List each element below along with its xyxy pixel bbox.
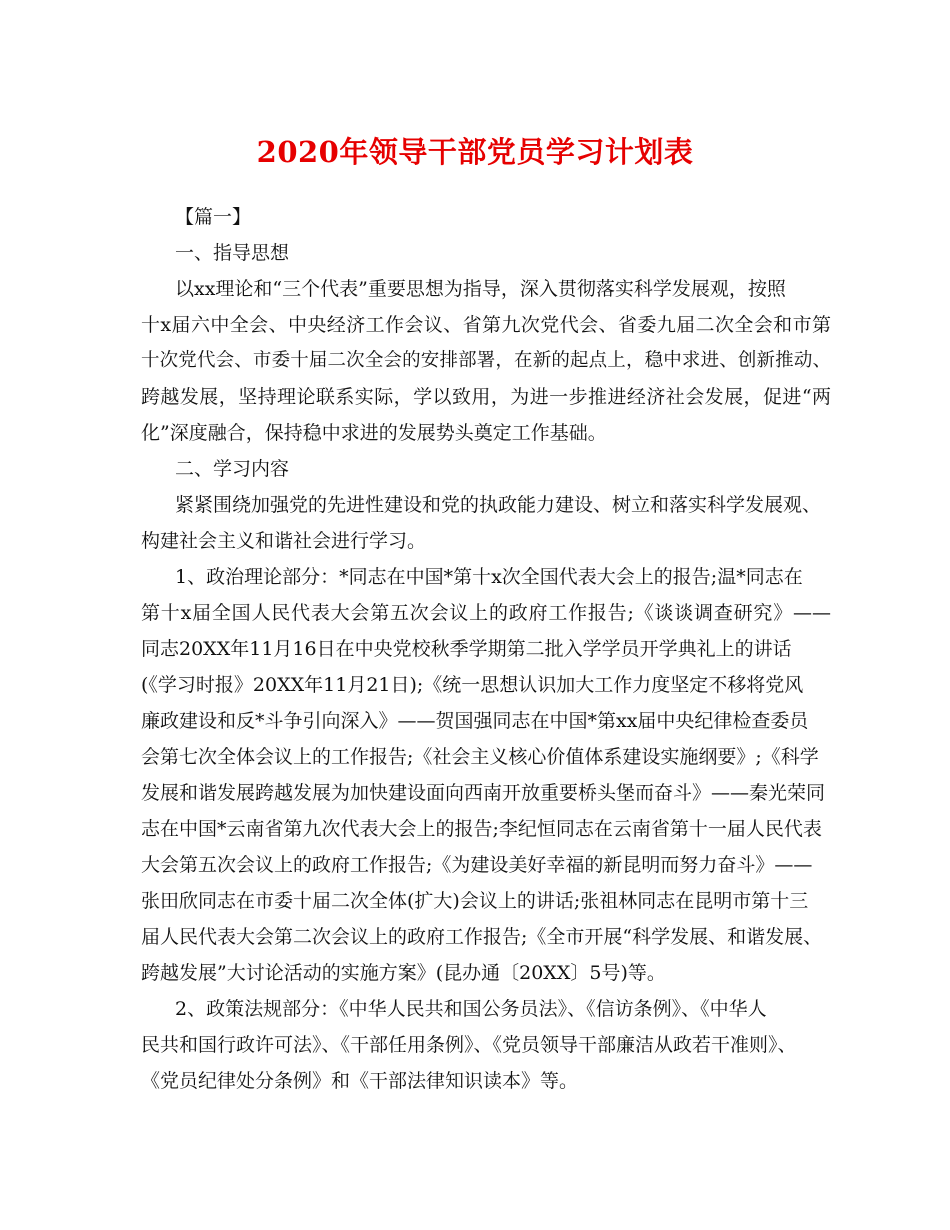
paragraph-line: 同志20XX年11月16日在中央党校秋季学期第二批入学学员开学典礼上的讲话 — [141, 638, 792, 660]
paragraph-line: 跨越发展，坚持理论联系实际，学以致用，为进一步推进经济社会发展，促进“两 — [141, 386, 831, 408]
paragraph-line: 跨越发展”大讨论活动的实施方案》(昆办通〔20XX〕5号)等。 — [141, 962, 666, 984]
section-marker: 【篇一】 — [175, 206, 252, 228]
paragraph-line: 构建社会主义和谐社会进行学习。 — [141, 530, 427, 552]
paragraph-line: 张田欣同志在市委十届二次全体(扩大)会议上的讲话;张祖林同志在昆明市第十三 — [141, 890, 809, 912]
paragraph-line: (《学习时报》20XX年11月21日);《统一思想认识加大工作力度坚定不移将党风 — [141, 674, 804, 696]
paragraph-line: 会第七次全体会议上的工作报告;《社会主义核心价值体系建设实施纲要》;《科学 — [141, 746, 819, 768]
document-body — [141, 199, 831, 1099]
paragraph-line: 1、政治理论部分：*同志在中国*第十x次全国代表大会上的报告;温*同志在 — [175, 566, 803, 588]
paragraph-line: 第十x届全国人民代表大会第五次会议上的政府工作报告;《谈谈调查研究》—— — [141, 602, 831, 624]
paragraph-line: 发展和谐发展跨越发展为加快建设面向西南开放重要桥头堡而奋斗》——秦光荣同 — [141, 782, 826, 804]
document-title: 2020年领导干部党员学习计划表 — [256, 135, 694, 169]
heading-study-content: 二、学习内容 — [175, 458, 290, 480]
paragraph-line: 民共和国行政许可法》、《干部任用条例》、《党员领导干部廉洁从政若干准则》、 — [141, 1034, 797, 1056]
heading-guiding-ideology: 一、指导思想 — [175, 242, 290, 264]
paragraph-line: 十次党代会、市委十届二次全会的安排部署，在新的起点上，稳中求进、创新推动、 — [141, 350, 831, 371]
paragraph-line: 2、政策法规部分：《中华人民共和国公务员法》、《信访条例》、《中华人 — [175, 998, 767, 1020]
paragraph-line: 廉政建设和反*斗争引向深入》——贺国强同志在中国*第xx届中央纪律检查委员 — [141, 710, 809, 732]
paragraph-line: 十x届六中全会、中央经济工作会议、省第九次党代会、省委九届二次全会和市第 — [141, 314, 831, 336]
paragraph-line: 以xx理论和“三个代表”重要思想为指导，深入贯彻落实科学发展观，按照 — [175, 278, 786, 300]
paragraph-line: 紧紧围绕加强党的先进性建设和党的执政能力建设、树立和落实科学发展观、 — [175, 494, 822, 516]
paragraph-line: 化”深度融合，保持稳中求进的发展势头奠定工作基础。 — [141, 422, 607, 444]
paragraph-line: 志在中国*云南省第九次代表大会上的报告;李纪恒同志在云南省第十一届人民代表 — [141, 818, 822, 840]
paragraph-line: 届人民代表大会第二次会议上的政府工作报告;《全市开展“科学发展、和谐发展、 — [141, 926, 823, 948]
paragraph-line: 《党员纪律处分条例》和《干部法律知识读本》等。 — [141, 1070, 579, 1092]
paragraph-line: 大会第五次会议上的政府工作报告;《为建设美好幸福的新昆明而努力奋斗》—— — [141, 854, 813, 876]
